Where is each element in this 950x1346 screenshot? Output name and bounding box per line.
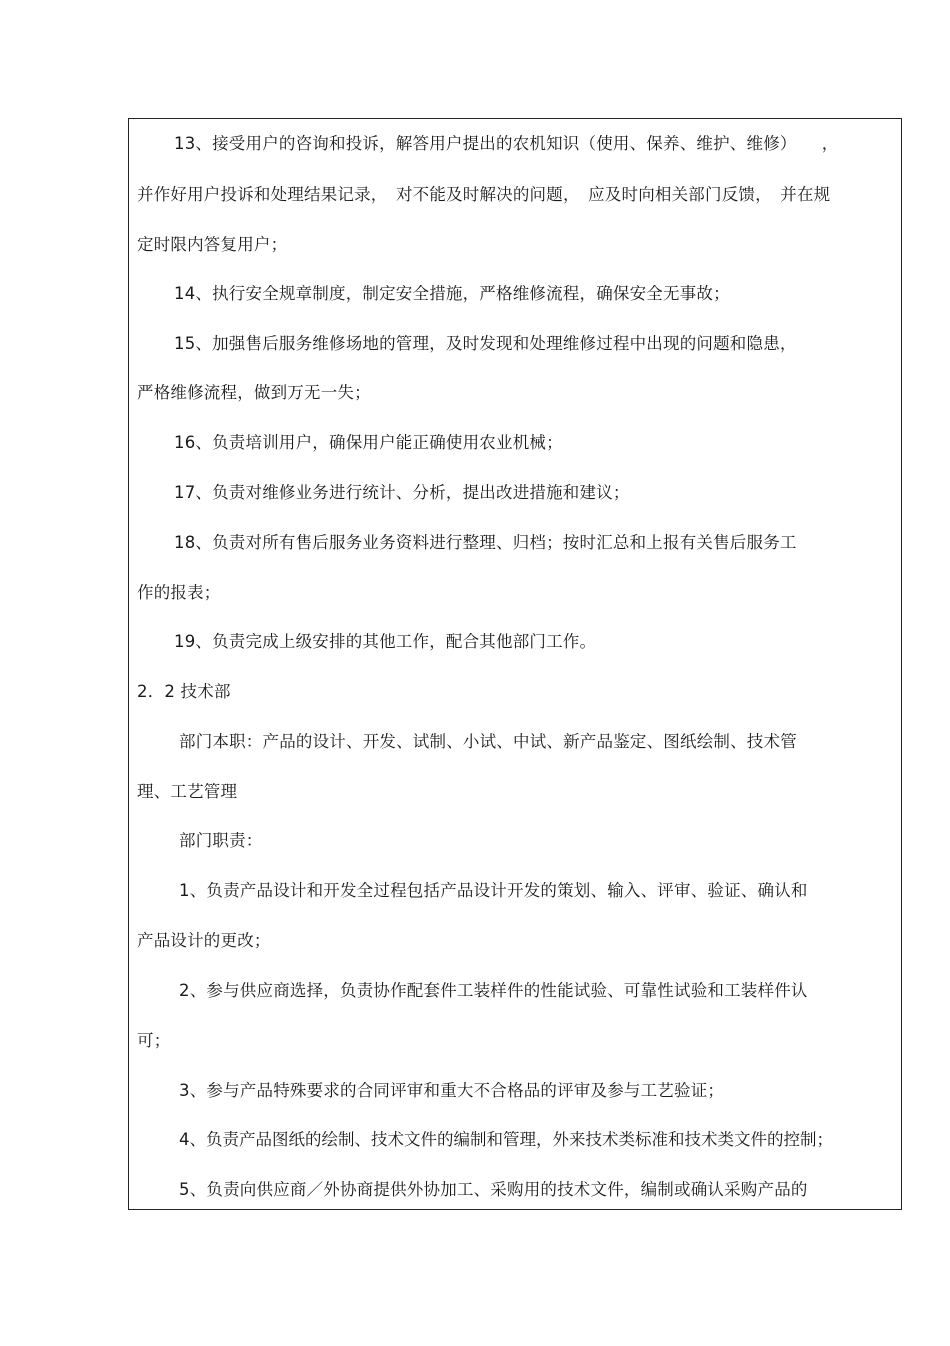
paragraph-line: 理、工艺管理 bbox=[137, 782, 238, 801]
paragraph-line: 17、负责对维修业务进行统计、分析，提出改进措施和建议； bbox=[174, 483, 630, 502]
paragraph-line: 15、加强售后服务维修场地的管理，及时发现和处理维修过程中出现的问题和隐患， bbox=[174, 334, 797, 353]
paragraph-line: 14、执行安全规章制度，制定安全措施，严格维修流程，确保安全无事故； bbox=[174, 284, 730, 303]
paragraph-line: 作的报表； bbox=[137, 583, 221, 602]
paragraph-line: 部门本职：产品的设计、开发、试制、小试、中试、新产品鉴定、图纸绘制、技术管 bbox=[179, 732, 797, 751]
paragraph-line: 部门职责： bbox=[179, 831, 263, 850]
paragraph-line: 19、负责完成上级安排的其他工作，配合其他部门工作。 bbox=[174, 632, 597, 651]
document-frame bbox=[128, 118, 902, 1210]
paragraph-line: 5、负责向供应商／外协商提供外协加工、采购用的技术文件，编制或确认采购产品的 bbox=[179, 1180, 808, 1199]
paragraph-line: 并作好用户投诉和处理结果记录， 对不能及时解决的问题， 应及时向相关部门反馈， 并在规 bbox=[137, 185, 831, 204]
paragraph-line: 严格维修流程，做到万无一失； bbox=[137, 383, 371, 402]
paragraph-line: 2、参与供应商选择，负责协作配套件工装样件的性能试验、可靠性试验和工装样件认 bbox=[179, 981, 808, 1000]
paragraph-line: 可； bbox=[137, 1031, 171, 1050]
paragraph-line: 16、负责培训用户，确保用户能正确使用农业机械； bbox=[174, 433, 563, 452]
paragraph-line: 1、负责产品设计和开发全过程包括产品设计开发的策划、输入、评审、验证、确认和 bbox=[179, 881, 808, 900]
paragraph-line: 13、接受用户的咨询和投诉，解答用户提出的农机知识（使用、保养、维护、维修） ， bbox=[174, 134, 839, 153]
paragraph-line: 产品设计的更改； bbox=[137, 931, 271, 950]
paragraph-line: 3、参与产品特殊要求的合同评审和重大不合格品的评审及参与工艺验证； bbox=[179, 1081, 725, 1100]
paragraph-line: 定时限内答复用户； bbox=[137, 235, 288, 254]
paragraph-line: 4、负责产品图纸的绘制、技术文件的编制和管理，外来技术类标准和技术类文件的控制； bbox=[179, 1130, 833, 1149]
paragraph-line: 18、负责对所有售后服务业务资料进行整理、归档；按时汇总和上报有关售后服务工 bbox=[174, 533, 797, 552]
section-heading: 2．2 技术部 bbox=[137, 682, 231, 701]
